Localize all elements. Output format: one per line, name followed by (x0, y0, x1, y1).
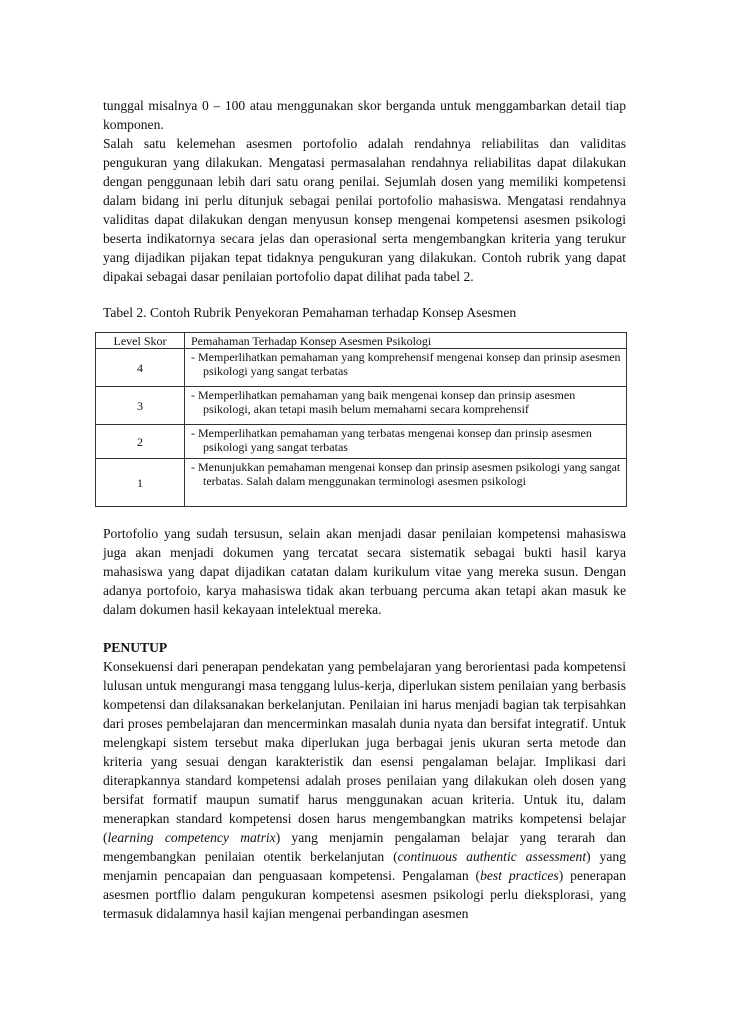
paragraph-weakness: Salah satu kelemehan asesmen portofolio adalah rendahnya reliabilitas dan validitas pengukuran yang dilakukan. Mengatasi permasalahan rendahnya reliabilitas dapat dilakukan dengan penggunaan lebih dari satu orang penilai. Sejumlah dosen yang memiliki kompetensi dalam bidang ini perlu ditunjuk sebagai penilai portofolio mahasiswa. Mengatasi rendahnya validitas dapat dilakukan dengan menyusun konsep mengenai kompetensi asesmen psikologi beserta indikatornya secara jelas dan operasional serta mengembangkan kriteria yang terukur yang dijadikan pijakan tepat tidaknya pengukuran yang dilakukan. Contoh rubrik yang dapat dipakai sebagai dasar penilaian portofolio dapat dilihat pada tabel 2. (103, 136, 626, 284)
table-row (96, 387, 627, 425)
description-item: - Memperlihatkan pemahaman yang baik mengenai konsep dan prinsip asesmen psikologi, akan tetapi masih belum memahami secara komprehensif (191, 388, 576, 416)
table-header-row (96, 333, 627, 349)
rubric-table (95, 332, 627, 507)
document-page (103, 96, 626, 923)
header-level: Level Skor (96, 333, 185, 349)
level-cell: 4 (96, 349, 185, 387)
section-heading: PENUTUP (103, 640, 168, 655)
table-row (96, 459, 627, 507)
description-item: - Memperlihatkan pemahaman yang komprehensif mengenai konsep dan prinsip asesmen psikologi yang sangat terbatas (191, 350, 621, 378)
paragraph-closing: Konsekuensi dari penerapan pendekatan yang pembelajaran yang berorientasi pada kompetensi lulusan untuk mengurangi masa tenggang lulus-kerja, diperlukan sistem penilaian yang berbasis kompetensi dan dilaksanakan berkelanjutan. Penilaian ini harus menjadi bagian tak terpisahkan dari proses pembelajaran dan mencerminkan masalah dunia nyata dan bersifat integratif. Untuk melengkapi sistem tersebut maka diperlukan juga berbagai jenis ukuran serta metode dan kriteria yang sesuai dengan karakteristik dan esensi pengalaman belajar. Implikasi dari diterapkannya standard kompetensi adalah proses penilaian yang dilakukan oleh dosen yang bersifat formatif maupun sumatif harus menggunakan acuan kriteria. Untuk itu, dalam menerapkan standard kompetensi dosen harus mengembangkan matriks kompetensi belajar (learning competency matrix) yang menjamin pengalaman belajar yang terarah dan mengembangkan penilaian otentik berkelanjutan (continuous authentic assessment) yang menjamin pencapaian dan penguasaan kompetensi. Pengalaman (best practices) penerapan asesmen portflio dalam pengukuran kompetensi asesmen psikologi perlu dieksplorasi, yang termasuk didalamnya hasil kajian mengenai perbandingan asesmen (103, 659, 627, 921)
level-cell: 2 (96, 425, 185, 459)
description-item: - Menunjukkan pemahaman mengenai konsep dan prinsip asesmen psikologi yang sangat terbatas. Salah dalam menggunakan terminologi asesmen psikologi (191, 460, 621, 488)
level-cell: 3 (96, 387, 185, 425)
paragraph-intro: tunggal misalnya 0 – 100 atau menggunakan skor berganda untuk menggambarkan detail tiap komponen. (103, 98, 626, 132)
paragraph-portfolio: Portofolio yang sudah tersusun, selain akan menjadi dasar penilaian kompetensi mahasiswa juga akan menjadi dokumen yang tercatat secara sistematik sebagai bukti hasil karya mahasiswa yang dapat dijadikan catatan dalam kurikulum vitae yang mereka susun. Dengan adanya portofoio, karya mahasiswa tidak akan terbuang percuma akan tetapi akan masuk ke dalam dokumen hasil kekayaan intelektual mereka. (103, 526, 626, 617)
header-description: Pemahaman Terhadap Konsep Asesmen Psikologi (185, 333, 627, 349)
table-row (96, 425, 627, 459)
table-row (96, 349, 627, 387)
table-caption: Tabel 2. Contoh Rubrik Penyekoran Pemahaman terhadap Konsep Asesmen (103, 305, 517, 320)
description-item: - Memperlihatkan pemahaman yang terbatas mengenai konsep dan prinsip asesmen psikologi yang sangat terbatas (191, 426, 592, 454)
level-cell: 1 (96, 459, 185, 507)
